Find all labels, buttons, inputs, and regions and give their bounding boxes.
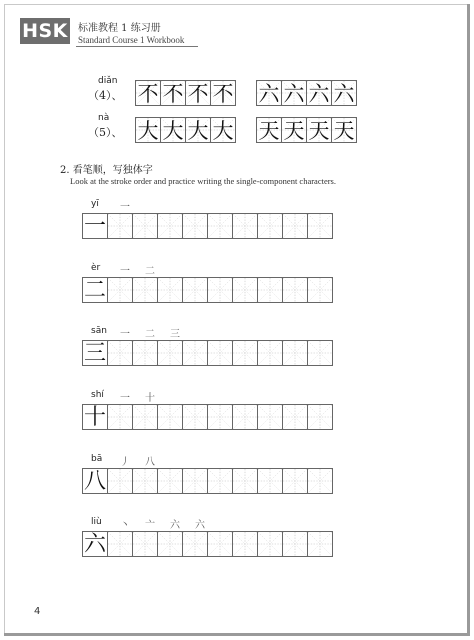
writing-cell[interactable] <box>107 531 133 557</box>
writing-cell[interactable]: 天 <box>306 117 332 143</box>
model-character-cell <box>82 340 108 366</box>
writing-cell[interactable] <box>307 468 333 494</box>
writing-cell[interactable] <box>157 468 183 494</box>
writing-cell[interactable] <box>207 213 233 239</box>
writing-cell[interactable]: 大 <box>135 117 161 143</box>
writing-cell[interactable] <box>132 213 158 239</box>
writing-cell[interactable]: 天 <box>331 117 357 143</box>
model-character: 六 <box>83 532 106 557</box>
writing-cell[interactable] <box>157 531 183 557</box>
practice-row <box>82 277 332 303</box>
stroke-order-step: 一 <box>120 202 130 213</box>
writing-cell[interactable] <box>107 213 133 239</box>
writing-cell[interactable] <box>282 213 308 239</box>
practice-row <box>82 531 332 557</box>
practice-row <box>82 340 332 366</box>
writing-cell[interactable] <box>207 404 233 430</box>
practice-row <box>82 468 332 494</box>
writing-cell[interactable] <box>257 531 283 557</box>
writing-cell[interactable] <box>232 277 258 303</box>
stroke-row-pinyin: diǎn <box>98 76 118 86</box>
writing-cell[interactable] <box>182 531 208 557</box>
writing-cell[interactable]: 不 <box>185 80 211 106</box>
header-rule <box>76 46 198 47</box>
writing-cell[interactable] <box>182 404 208 430</box>
writing-cell[interactable] <box>232 340 258 366</box>
writing-cell[interactable]: 大 <box>160 117 186 143</box>
writing-cell[interactable] <box>257 404 283 430</box>
stroke-order-step: 亠 <box>145 520 155 531</box>
practice-pinyin: sān <box>91 326 107 336</box>
model-character: 一 <box>83 214 106 239</box>
writing-cell[interactable] <box>282 468 308 494</box>
writing-cell[interactable] <box>257 468 283 494</box>
model-character-cell <box>82 277 108 303</box>
writing-cell[interactable] <box>257 277 283 303</box>
stroke-row-pinyin: nà <box>98 113 110 123</box>
writing-cell[interactable]: 六 <box>256 80 282 106</box>
writing-cell[interactable] <box>182 468 208 494</box>
section-subtitle: Look at the stroke order and practice writing the single-component characters. <box>70 176 336 186</box>
practice-pinyin: liù <box>91 517 102 527</box>
header-title-en: Standard Course 1 Workbook <box>78 35 185 45</box>
stroke-order-step: 十 <box>145 393 155 404</box>
stroke-row-label: （4）、 <box>88 89 123 102</box>
stroke-row-group2 <box>256 80 356 106</box>
stroke-order-step: 丿 <box>120 457 130 468</box>
stroke-order-step: 一 <box>120 393 130 404</box>
page-number: 4 <box>34 606 41 617</box>
model-character: 三 <box>83 341 106 366</box>
stroke-row-group1 <box>135 80 235 106</box>
stroke-order-step: 三 <box>170 329 180 340</box>
writing-cell[interactable]: 天 <box>281 117 307 143</box>
writing-cell[interactable]: 不 <box>160 80 186 106</box>
writing-cell[interactable]: 天 <box>256 117 282 143</box>
writing-cell[interactable] <box>232 468 258 494</box>
model-character-cell <box>82 404 108 430</box>
writing-cell[interactable] <box>307 340 333 366</box>
writing-cell[interactable] <box>307 531 333 557</box>
stroke-order-step: 六 <box>170 520 180 531</box>
writing-cell[interactable]: 大 <box>185 117 211 143</box>
writing-cell[interactable] <box>157 340 183 366</box>
writing-cell[interactable] <box>307 213 333 239</box>
stroke-order-step: 丶 <box>120 520 130 531</box>
practice-row <box>82 213 332 239</box>
practice-pinyin: èr <box>91 263 101 273</box>
writing-cell[interactable] <box>282 340 308 366</box>
writing-cell[interactable]: 六 <box>281 80 307 106</box>
header-title-cn: 标准教程 1 练习册 <box>78 23 161 34</box>
practice-row <box>82 404 332 430</box>
hsk-badge: HSK <box>20 18 70 44</box>
writing-cell[interactable] <box>207 468 233 494</box>
writing-cell[interactable] <box>107 277 133 303</box>
writing-cell[interactable] <box>132 404 158 430</box>
stroke-row-group1 <box>135 117 235 143</box>
stroke-order-step: 二 <box>145 329 155 340</box>
writing-cell[interactable] <box>182 340 208 366</box>
writing-cell[interactable] <box>107 468 133 494</box>
model-character-cell <box>82 531 108 557</box>
writing-cell[interactable] <box>107 340 133 366</box>
writing-cell[interactable] <box>132 468 158 494</box>
practice-pinyin: shí <box>91 390 104 400</box>
writing-cell[interactable] <box>157 213 183 239</box>
writing-cell[interactable] <box>182 277 208 303</box>
stroke-row-group2 <box>256 117 356 143</box>
writing-cell[interactable]: 不 <box>135 80 161 106</box>
writing-cell[interactable] <box>132 340 158 366</box>
writing-cell[interactable] <box>157 277 183 303</box>
writing-cell[interactable] <box>157 404 183 430</box>
stroke-order-step: 六 <box>195 520 205 531</box>
writing-cell[interactable] <box>257 213 283 239</box>
writing-cell[interactable] <box>232 404 258 430</box>
stroke-order-step: 一 <box>120 329 130 340</box>
model-character: 二 <box>83 278 106 303</box>
model-character: 八 <box>83 469 106 494</box>
model-character: 十 <box>83 405 106 430</box>
model-character-cell <box>82 213 108 239</box>
stroke-row-label: （5）、 <box>88 126 123 139</box>
stroke-order-step: 一 <box>120 266 130 277</box>
writing-cell[interactable] <box>232 213 258 239</box>
writing-cell[interactable] <box>282 277 308 303</box>
writing-cell[interactable] <box>207 531 233 557</box>
writing-cell[interactable]: 六 <box>331 80 357 106</box>
writing-cell[interactable] <box>132 277 158 303</box>
section-title: 2. 看笔顺，写独体字 <box>60 165 153 176</box>
writing-cell[interactable] <box>307 277 333 303</box>
stroke-order-step: 八 <box>145 457 155 468</box>
writing-cell[interactable] <box>132 531 158 557</box>
writing-cell[interactable] <box>257 340 283 366</box>
writing-cell[interactable] <box>232 531 258 557</box>
writing-cell[interactable] <box>207 340 233 366</box>
practice-pinyin: yī <box>91 199 99 209</box>
writing-cell[interactable] <box>207 277 233 303</box>
writing-cell[interactable]: 不 <box>210 80 236 106</box>
writing-cell[interactable] <box>182 213 208 239</box>
model-character-cell <box>82 468 108 494</box>
practice-pinyin: bā <box>91 454 103 464</box>
writing-cell[interactable] <box>282 404 308 430</box>
writing-cell[interactable] <box>282 531 308 557</box>
writing-cell[interactable] <box>307 404 333 430</box>
writing-cell[interactable] <box>107 404 133 430</box>
stroke-order-step: 二 <box>145 266 155 277</box>
writing-cell[interactable]: 六 <box>306 80 332 106</box>
writing-cell[interactable]: 大 <box>210 117 236 143</box>
